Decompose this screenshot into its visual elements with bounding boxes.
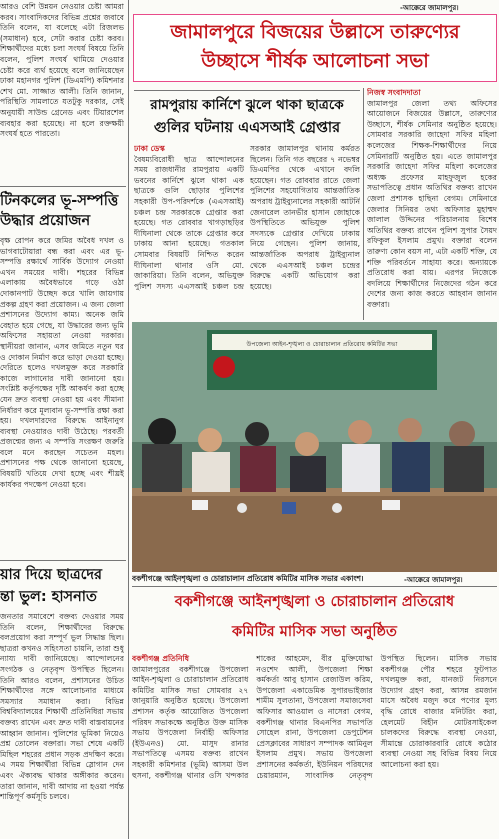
left-story3-text: জনতার সমাবেশে বক্তব্য দেওয়ার সময় তিনি বলেন, শিক্ষার্থীদের বিরুদ্ধে বলপ্রয়োগ করা সম্পূর্ণ ভুল সিদ্ধান্ত ছিল। ছাত্ররা কখনও সহিংসতা চায়নি, তারা শুধু ন্যায্য দাবী জানিয়েছে। আন্দোলনের সংগঠক ও নেতৃবৃন্দ উপস্থিত ছিলেন। তিনি আরও বলেন, প্রশাসনের উচিত শিক্ষার্থীদের সঙ্গে আলোচনার মাধ্যমে সমস্যার সমাধান করা। বিভিন্ন বিশ্ববিদ্যালয়ের শিক্ষার্থী প্রতিনিধিরা সভায় বক্তব্য রাখেন এবং দ্রুত দাবী বাস্তবায়নের আহ্বান জানান। পুলিশের ভূমিকা নিয়েও প্রশ্ন তোলেন বক্তারা। সভা শেষে একটি মিছিল শহরের প্রধান সড়ক প্রদক্ষিণ করে। এ সময় শিক্ষার্থীরা বিভিন্ন স্লোগান দেন এবং ঐক্যবদ্ধ থাকার অঙ্গীকার করেন। তারা জানান, দাবী আদায় না হওয়া পর্যন্ত শান্তিপূর্ণ কর্মসূচি চলবে।: [0, 612, 124, 802]
second-story-body: [134, 144, 360, 320]
bottom-story-body: [132, 654, 497, 837]
column-rule: [128, 0, 129, 839]
banner-text: উপজেলা আইন-শৃঙ্খলা ও চোরাচালান প্রতিরোধ কমিটির সভা: [246, 341, 398, 348]
photo-caption: বকশীগঞ্জে আইনশৃঙ্খলা ও চোরাচালান প্রতিরোধ কমিটির মাসিক সভার একাংশ।: [132, 574, 364, 583]
divider: [134, 90, 360, 91]
main-headline-line-2: উচ্ছাসে শীর্ষক আলোচনা সভা: [201, 50, 429, 72]
left-story1-body: [0, 2, 124, 182]
left-story2-text: বৃক্ষ রোপন করে জমির অবৈধ দখল ও ভাগবাটোয়ারা বন্ধ করা এবং এর ভূ-সম্পত্তি রক্ষার্থে সার্বিক উদ্যোগ নেওয়া এখন সময়ের দাবী। শহরের বিভিন্ন এলাকায় অবৈধভাবে গড়ে ওঠা দোকানপাট উচ্ছেদ করে খালি জায়গায় প্রকল্প গ্রহণ করা প্রয়োজন। এ জন্য জেলা প্রশাসনের উদ্যোগ কাম্য। অনেক জমি বেহাত হয়ে গেছে, যা উদ্ধারের জন্য ভূমি অফিসের সহায়তা নেওয়া দরকার। স্থানীয়রা জানান, এসব জমিতে নতুন ঘর ও দোকান নির্মাণ করে ভাড়া দেওয়া হচ্ছে। দেরিতে হলেও দখলমুক্ত করে সরকারি কাজে লাগানোর দাবী জানানো হয়। সংশ্লিষ্ট কর্তৃপক্ষের দৃষ্টি আকর্ষণ করা হচ্ছে যেন দ্রুত ব্যবস্থা নেওয়া হয় এবং সীমানা নির্ধারণ করে মূল্যবান ভূ-সম্পত্তি রক্ষা করা হয়। দখলদারদের বিরুদ্ধে আইনানুগ ব্যবস্থা নেওয়ারও দাবী উঠেছে। পরবর্তী প্রজন্মের জন্য এ সম্পত্তি সংরক্ষণ জরুরি বলে মনে করছেন সচেতন মহল। প্রশাসনের পক্ষ থেকে জানানো হয়েছে, বিষয়টি খতিয়ে দেখা হচ্ছে এবং শীঘ্রই কার্যকর পদক্ষেপ নেওয়া হবে।: [0, 236, 124, 489]
bottom-headline-line-2: কমিটির মাসিক সভা অনুষ্ঠিত: [232, 623, 397, 640]
column-rule: [363, 88, 364, 320]
second-headline-line-1: রামপুরায় কার্নিশে ঝুলে থাকা ছাত্রকে: [150, 97, 344, 113]
main-headline-line-1: জামালপুরে বিজয়ের উল্লাসে তারুণ্যের: [170, 21, 460, 43]
left-story2-headline-2: উদ্ধার প্রয়োজন: [0, 213, 91, 229]
meeting-scene-image: [132, 322, 497, 572]
left-story3-headline-1: য়ার দিয়ে ছাত্রদের: [0, 567, 103, 583]
bottom-story-byline: বকশীগঞ্জ প্রতিনিধি: [132, 654, 189, 663]
left-story3-headline-2: ন্তা ভুল: হাসনাত: [0, 589, 97, 605]
divider: [0, 560, 126, 561]
main-story-text: জামালপুর জেলা তথ্য অফিসের আয়োজনে বিজয়ের উল্লাসে, তারুণ্যের উচ্ছাসে, শীর্ষক সেমিনার অনুষ্ঠিত হয়েছে। সোমবার সরকারি জাহেদা সফির মহিলা কলেজের শিক্ষক-শিক্ষার্থীদের নিয়ে সেমিনারটি অনুষ্ঠিত হয়। এতে জামালপুর সরকারি জাহেদা সফির মহিলা কলেজের অধ্যক্ষ প্রফেসর মাহফুজুল হকের সভাপতিত্বে প্রধান অতিথির বক্তব্য রাখেন জেলা প্রশাসক হাছিনা বেগম। সেমিনারে জেলার সিনিয়র তথ্য অফিসার মুহাম্মদ জালাল উদ্দিনের পরিচালনায় বিশেষ অতিথির বক্তব্য রাখেন পুলিশ সুপার সৈয়দ রফিকুল ইসলাম প্রমুখ। বক্তারা বলেন তারুণ্য কোন বয়স না, এটা একটি শক্তি, যে শক্তি পরিবর্তনে সাহায্য করে। অন্যায়কে প্রতিরোধ করা যায়। এরপর নিজেকে বদলিয়ে শিক্ষার্থীদের নিজেদের গঠন করে দেশের জন্য কাজ করতে আহবান জানান বক্তারা।: [367, 98, 497, 309]
divider: [132, 586, 497, 587]
meeting-photo: [132, 322, 497, 572]
main-story-body: [367, 88, 497, 320]
bottom-story-text: জামালপুরের বকশীগঞ্জে উপজেলা আইন-শৃঙ্খলা ও চোরাচালান প্রতিরোধ কমিটির মাসিক সভা সোমবার ২৭ জানুয়ারি অনুষ্ঠিত হয়েছে। উপজেলা প্রশাসন কর্তৃক আয়োজিত উপজেলা পরিষদ সভাকক্ষে অনুষ্ঠিত উক্ত মাসিক সভায় উপজেলা নির্বাহী অফিসার (ইউএনও) মো. মাসুদ রানার সভাপতিত্বে এসময় বক্তব্য রাখেন সহকারী কমিশনার (ভূমি) আসমা উল হুসনা, বকশীগঞ্জ থানার ওসি খন্দকার শাকের আহমেদ, বীর মুক্তিযোদ্ধা নওশেদ আলী, উপজেলা শিক্ষা কর্মকর্তা আবু হাসান রেজাউল করিম, উপজেলা একাডেমিক সুপারভাইজার শামীম সুলতানা, উপজেলা সমাজসেবা অফিসার আওয়াল ও নাসেরা বেগম, বকশীগঞ্জ থানার বিএনপির সভাপতি সোহেল রানা, উপজেলা ডেপুটেশন প্রেসক্লাবের সাধারণ সম্পাদক আমিনুল ইসলাম প্রমুখ। সভায় উপজেলা প্রশাসনের কর্মকর্তা, ইউনিয়ন পরিষদের চেয়ারম্যান, সাংবাদিক নেতৃবৃন্দ উপস্থিত ছিলেন। মাসিক সভায় বকশীগঞ্জ পৌর শহরে ফুটপাত দখলমুক্ত করা, যানজট নিরসনে উদ্যোগ গ্রহণ করা, আসন্ন রমজান মাসে অবৈধ মজুদ করে পণ্যের মূল্য বৃদ্ধি রোধে বাজার মনিটরিং করা, হেলমেট বিহীন মোটরসাইকেল চালকদের বিরুদ্ধে ব্যবস্থা নেওয়া, সীমান্তে চোরাকারবারি রোধে কঠোর ব্যবস্থা নেওয়া সহ বিভিন্ন বিষয় নিয়ে আলোচনা করা হয়।: [132, 654, 497, 780]
left-story2-headline-1: টিনকলের ভূ-সম্পত্তি: [0, 193, 119, 209]
bottom-headline-line-1: বকশীগঞ্জে আইনশৃঙ্খলা ও চোরাচালান প্রতিরোধ: [174, 593, 455, 610]
left-story3-body: [0, 612, 124, 837]
second-headline-line-2: গুলির ঘটনায় এএসআই গ্রেপ্তার: [153, 120, 341, 136]
photo-credit-top: -আক্কেরে জামালপুর।: [400, 4, 459, 12]
divider: [0, 186, 126, 187]
left-story2-body: [0, 236, 124, 556]
photo-credit: -আক্কেরে জামালপুর।: [404, 576, 463, 584]
left-story1-text: আরও বেশি উন্নয়ন নেওয়ার চেষ্টা আমরা করব। সাংবাদিকদের বিভিন্ন প্রশ্নের জবাবে তিনি বলেন, যা বলেছে এটা রিজলভ (সমাধান) হবে, সেটা করার চেষ্টা করব। শিক্ষার্থীদের মধ্যে চলা সংঘর্ষ বিষয়ে তিনি বলেন, পুলিশ সংঘর্ষ থামিয়ে দেওয়ার চেষ্টা করে ব্যর্থ হয়েছে বলে জানিয়েছেন ঢাকা মহানগর পুলিশ (ডিএমপি) কমিশনার শেখ মো. সাজ্জাত আলী। তিনি জানান, পরিস্থিতি সামলাতে যতটুকু দরকার, সেই অনুযায়ী সাউন্ড গ্রেনেড এবং টিয়ারশেল ব্যবহার করা হয়েছে। না হলে রক্তক্ষয়ী সংঘর্ষ হতে পারতো।: [0, 2, 124, 139]
main-story-byline: নিজস্ব সংবাদদাতা: [367, 88, 421, 97]
second-story-text: বৈষম্যবিরোধী ছাত্র আন্দোলনের সময় রাজধানীর রামপুরায় একটি ভবনের কার্নিশে ঝুলে থাকা এক ছাত্রকে গুলি ছোড়ার পুলিশের সহকারী উপ-পরিদর্শকে (এএসআই) চঞ্চল চন্দ্র সরকারকে গ্রেপ্তার করা হয়েছে। গত রোববার খাগড়াছড়ির দীঘিনালা থেকে তাকে গ্রেপ্তার করে ঢাকায় আনা হয়েছে। গতকাল সোমবার বিষয়টি নিশ্চিত করেন দীঘিনালা থানার ওসি মো. জাকারিয়া। তিনি বলেন, অভিযুক্ত পুলিশ সদস্য এএসআই চঞ্চল চন্দ্র সরকার জামালপুর থানায় কর্মরত ছিলেন। তিনি গত বছরের ৭ নভেম্বর ডিএমপির থেকে এখানে বদলি হয়েছেন। গত রোববার রাতে জেলা পুলিশের সহযোগিতায় আন্তর্জাতিক অপরাধ ট্রাইব্যুনালের সহকারী আটর্নি জেনারেল তানভীর হাসান জোহাকে উপস্থিতিতে অভিযুক্ত পুলিশ সদস্যকে গ্রেপ্তার দেখিয়ে ঢাকায় নিয়ে গেছেন। পুলিশ জানায়, আন্তর্জাতিক অপরাধ ট্রাইব্যুনাল থেকে এএসআই চঞ্চল চন্দ্রের বিরুদ্ধে একটি অভিযোগ করা হয়েছে।: [134, 144, 360, 291]
second-story-byline: ঢাকা ডেস্ক: [134, 144, 165, 153]
